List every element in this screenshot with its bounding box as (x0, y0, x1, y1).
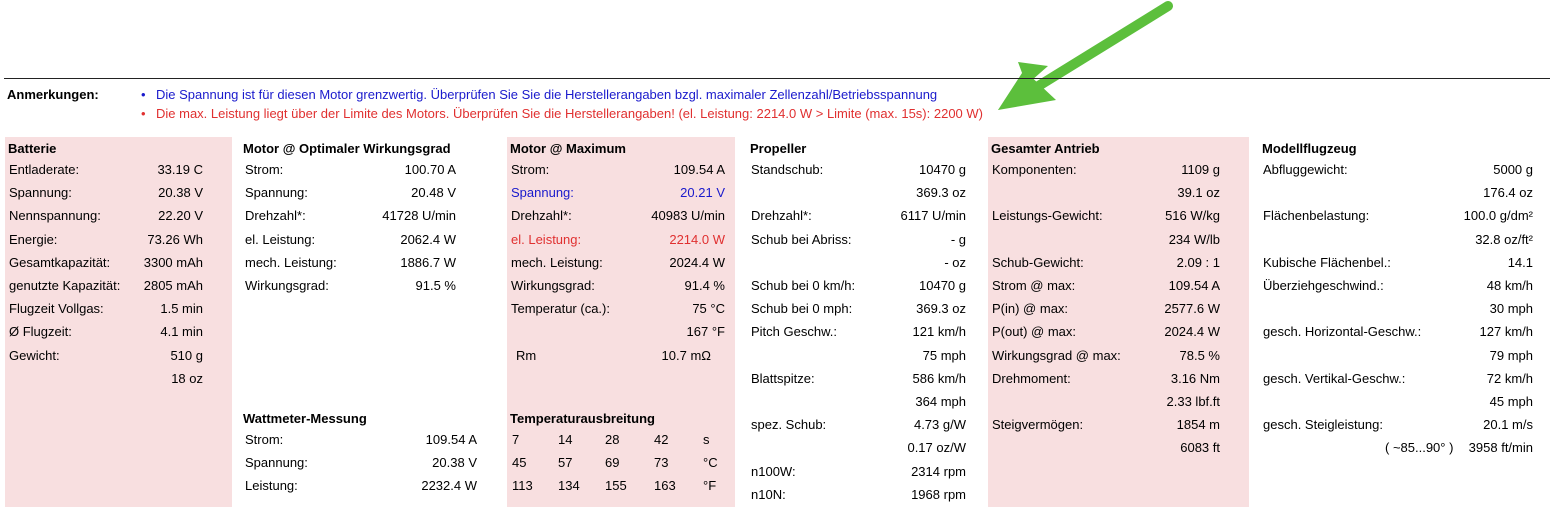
propeller-row-value: 75 mph (922, 347, 966, 363)
motor-max-row-value: 10.7 mΩ (661, 347, 711, 363)
temp-spread-cell: 163 (654, 478, 676, 494)
model-row-label: gesch. Vertikal-Geschw.: (1263, 370, 1406, 386)
drive-row-label: Drehmoment: (992, 370, 1071, 386)
note-power-warning: • Die max. Leistung liegt über der Limite des Motors. Überprüfen Sie die Herstellerangaben! (el. Leistung: 2214.0 W > Limite (max. 15s): 2200 W) (141, 106, 983, 121)
model-row-value: 32.8 oz/ft² (1475, 231, 1533, 247)
motor-max-row-label: Wirkungsgrad: (511, 278, 595, 293)
temp-spread-title: Temperaturausbreitung (510, 411, 655, 426)
battery-row-label: Ø Flugzeit: (9, 324, 72, 340)
motor-opt-row-value: 1886.7 W (400, 254, 456, 270)
motor-max-row-label: mech. Leistung: (511, 254, 603, 270)
drive-row-label: Leistungs-Gewicht: (992, 208, 1103, 224)
model-row-label: Kubische Flächenbel.: (1263, 254, 1391, 270)
wattmeter-row-label: Leistung: (245, 478, 298, 494)
battery-row-label: Spannung: (9, 185, 72, 201)
model-row-value: 3958 ft/min (1468, 440, 1533, 456)
motor-opt-row-value: 41728 U/min (382, 208, 456, 224)
model-row-label: Abfluggewicht: (1263, 162, 1348, 177)
propeller-row-label: Schub bei 0 mph: (751, 301, 853, 317)
model-row-label: gesch. Horizontal-Geschw.: (1263, 324, 1422, 340)
model-row-value: 72 km/h (1486, 370, 1533, 386)
temp-spread-cell: s (703, 432, 710, 447)
battery-row-value: 3300 mAh (143, 254, 203, 270)
drive-row-value: 1109 g (1181, 162, 1220, 177)
motor-max-row-value: 2214.0 W (669, 231, 725, 247)
motor-opt-row-label: Spannung: (245, 185, 308, 201)
drive-row-label: P(in) @ max: (992, 301, 1069, 317)
temp-spread-cell: 73 (654, 455, 669, 471)
temp-spread-cell: 57 (558, 455, 573, 471)
propeller-row-value: 0.17 oz/W (907, 440, 966, 456)
motor-max-row-value: 20.21 V (680, 185, 725, 201)
battery-row-label: Gewicht: (9, 347, 60, 363)
battery-row-label: genutzte Kapazität: (9, 278, 121, 293)
battery-row-label: Entladerate: (9, 162, 80, 177)
battery-title: Batterie (8, 141, 57, 156)
wattmeter-row-value: 109.54 A (425, 432, 477, 447)
propeller-row-label: Schub bei Abriss: (751, 231, 852, 247)
battery-row-value: 2805 mAh (143, 278, 203, 293)
propeller-row-label: Pitch Geschw.: (751, 324, 837, 340)
motor-max-row-value: 2024.4 W (669, 254, 725, 270)
propeller-row-value: - g (950, 231, 966, 247)
drive-row-value: 1854 m (1176, 417, 1220, 433)
propeller-row-value: 4.73 g/W (913, 417, 966, 433)
motor-max-row-label: Spannung: (511, 185, 574, 201)
propeller-row-label: n100W: (751, 463, 796, 479)
motor-opt-row-label: Wirkungsgrad: (245, 278, 329, 293)
propeller-row-value: 6117 U/min (900, 208, 966, 224)
model-row-value: 127 km/h (1479, 324, 1533, 340)
motor-opt-row-value: 91.5 % (415, 278, 456, 293)
battery-row-value: 18 oz (171, 370, 203, 386)
motor-opt-row-label: Strom: (245, 162, 284, 177)
drive-row-label: Schub-Gewicht: (992, 254, 1084, 270)
propeller-row-label: Standschub: (751, 162, 824, 177)
propeller-row-value: 1968 rpm (911, 486, 966, 502)
battery-row-value: 33.19 C (157, 162, 203, 177)
model-row-value: 176.4 oz (1483, 185, 1533, 201)
drive-row-value: 2.09 : 1 (1176, 254, 1220, 270)
motor-opt-row-label: el. Leistung: (245, 231, 316, 247)
divider-line (4, 78, 1550, 79)
model-row-label: gesch. Steigleistung: (1263, 417, 1383, 433)
temp-spread-cell: °C (703, 455, 718, 471)
motor-max-row-label: Strom: (511, 162, 550, 177)
battery-row-value: 1.5 min (160, 301, 203, 317)
drive-row-value: 516 W/kg (1165, 208, 1220, 224)
temp-spread-cell: 155 (605, 478, 627, 494)
drive-row-value: 39.1 oz (1177, 185, 1220, 201)
drive-title: Gesamter Antrieb (991, 141, 1100, 156)
motor-max-title: Motor @ Maximum (510, 141, 626, 156)
battery-row-label: Nennspannung: (9, 208, 101, 224)
motor-opt-row-value: 20.48 V (411, 185, 456, 201)
propeller-row-label: Drehzahl*: (751, 208, 812, 224)
drive-row-value: 2024.4 W (1164, 324, 1220, 340)
propeller-row-value: - oz (944, 254, 966, 270)
notes-label: Anmerkungen: (7, 87, 99, 102)
temp-spread-cell: 14 (558, 432, 573, 447)
propeller-row-label: n10N: (751, 486, 786, 502)
drive-row-label: Strom @ max: (992, 278, 1076, 293)
temp-spread-cell: 134 (558, 478, 580, 494)
motor-opt-row-value: 2062.4 W (400, 231, 456, 247)
battery-row-value: 20.38 V (158, 185, 203, 201)
drive-row-label: Komponenten: (992, 162, 1077, 177)
motor-opt-row-value: 100.70 A (404, 162, 456, 177)
model-row-value: 45 mph (1489, 394, 1533, 409)
temp-spread-cell: 113 (512, 478, 533, 494)
propeller-row-value: 369.3 oz (916, 185, 966, 201)
motor-max-row-value: 91.4 % (684, 278, 725, 293)
propeller-row-value: 369.3 oz (916, 301, 966, 317)
drive-row-value: 109.54 A (1168, 278, 1220, 293)
motor-max-row-label: el. Leistung: (511, 231, 582, 247)
model-row-value: 100.0 g/dm² (1463, 208, 1533, 224)
motor-max-row-label: Temperatur (ca.): (511, 301, 610, 317)
drive-row-value: 234 W/lb (1168, 231, 1220, 247)
model-row-value: 14.1 (1507, 254, 1533, 270)
drive-row-value: 2.33 lbf.ft (1166, 394, 1220, 409)
battery-row-value: 22.20 V (158, 208, 203, 224)
motor-opt-row-label: Drehzahl*: (245, 208, 306, 224)
propeller-row-value: 10470 g (919, 162, 966, 177)
model-row-value: 79 mph (1489, 347, 1533, 363)
model-row-label: Flächenbelastung: (1263, 208, 1370, 224)
note-voltage-warning: • Die Spannung ist für diesen Motor grenzwertig. Überprüfen Sie Sie die Herstellerangaben bzgl. maximaler Zellenzahl/Betriebsspannung (141, 87, 938, 102)
battery-row-value: 510 g (170, 347, 203, 363)
propeller-row-value: 121 km/h (912, 324, 966, 340)
propeller-row-label: spez. Schub: (751, 417, 827, 433)
model-row-value: 30 mph (1489, 301, 1533, 317)
motor-max-row-label: Drehzahl*: (511, 208, 572, 224)
model-row-value: 20.1 m/s (1483, 417, 1533, 433)
wattmeter-row-value: 20.38 V (432, 455, 477, 471)
drive-row-label: Wirkungsgrad @ max: (992, 347, 1121, 363)
wattmeter-row-value: 2232.4 W (421, 478, 477, 494)
temp-spread-cell: 45 (512, 455, 527, 471)
temp-spread-cell: °F (703, 478, 717, 494)
model-row-value: 5000 g (1493, 162, 1533, 177)
battery-row-label: Gesamtkapazität: (9, 254, 111, 270)
motor-max-row-value: 40983 U/min (651, 208, 725, 224)
propeller-row-label: Schub bei 0 km/h: (751, 278, 856, 293)
temp-spread-cell: 7 (512, 432, 520, 447)
battery-row-value: 4.1 min (160, 324, 203, 340)
drive-row-value: 2577.6 W (1164, 301, 1220, 317)
model-row-label: ( ~85...90° ) (1385, 440, 1454, 456)
battery-row-value: 73.26 Wh (147, 231, 203, 247)
motor-max-row-value: 75 °C (692, 301, 725, 317)
propeller-row-value: 2314 rpm (911, 463, 966, 479)
bullet-icon: • (141, 106, 146, 121)
model-title: Modellflugzeug (1262, 141, 1357, 156)
propeller-row-value: 586 km/h (912, 370, 966, 386)
wattmeter-row-label: Strom: (245, 432, 284, 447)
wattmeter-row-label: Spannung: (245, 455, 308, 471)
model-row-label: Überziehgeschwind.: (1263, 278, 1384, 293)
motor-max-row-value: 109.54 A (673, 162, 725, 177)
drive-row-label: P(out) @ max: (992, 324, 1076, 340)
propeller-row-value: 10470 g (919, 278, 966, 293)
temp-spread-cell: 69 (605, 455, 620, 471)
model-row-value: 48 km/h (1486, 278, 1533, 293)
motor-opt-title: Motor @ Optimaler Wirkungsgrad (243, 141, 451, 156)
drive-row-value: 3.16 Nm (1170, 370, 1220, 386)
temp-spread-cell: 28 (605, 432, 620, 447)
drive-row-value: 78.5 % (1179, 347, 1220, 363)
temp-spread-cell: 42 (654, 432, 669, 447)
drive-row-label: Steigvermögen: (992, 417, 1084, 433)
bullet-icon: • (141, 87, 146, 102)
battery-row-label: Energie: (9, 231, 58, 247)
battery-row-label: Flugzeit Vollgas: (9, 301, 104, 317)
wattmeter-title: Wattmeter-Messung (243, 411, 367, 426)
propeller-row-label: Blattspitze: (751, 370, 815, 386)
motor-max-row-label: Rm (516, 347, 537, 363)
annotation-arrow-icon (990, 0, 1180, 115)
motor-opt-row-label: mech. Leistung: (245, 254, 337, 270)
propeller-row-value: 364 mph (915, 394, 966, 409)
drive-row-value: 6083 ft (1180, 440, 1220, 456)
propeller-title: Propeller (750, 141, 807, 156)
motor-max-row-value: 167 °F (686, 324, 725, 340)
